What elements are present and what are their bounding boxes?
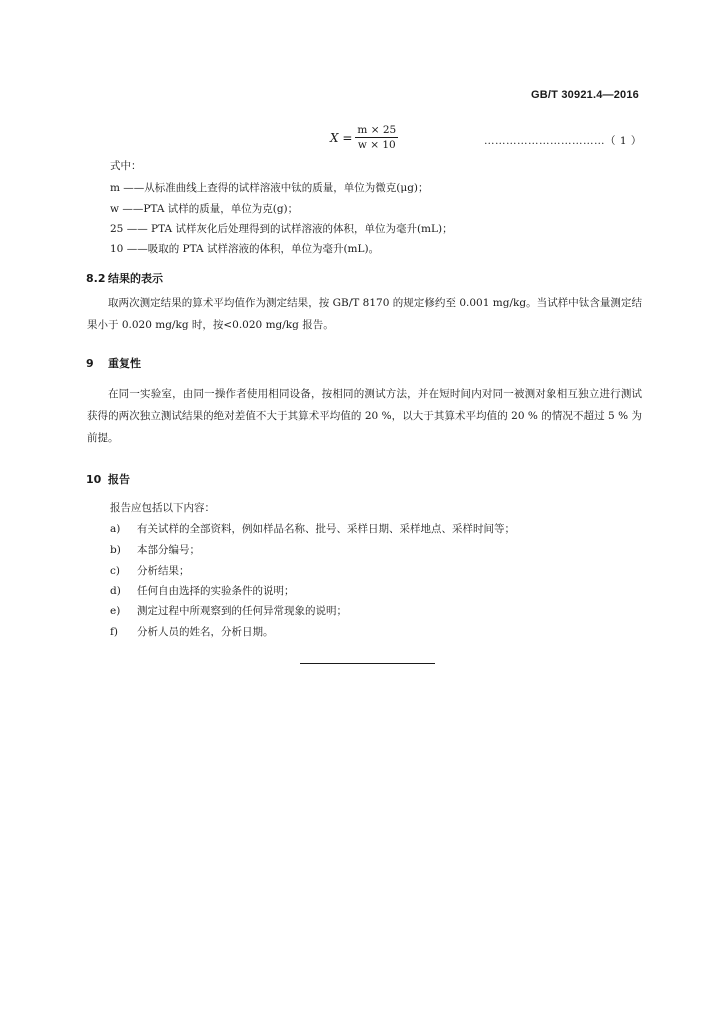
section-heading-10: 10 报告 <box>86 473 130 486</box>
section-heading-8-2: 8.2 结果的表示 <box>86 272 163 285</box>
definition-25: 25 —— PTA 试样灰化后处理得到的试样溶液的体积，单位为毫升(mL)； <box>110 223 453 235</box>
definition-m: m ——从标准曲线上查得的试样溶液中钛的质量，单位为微克(μg)； <box>110 182 429 194</box>
formula-fraction <box>355 124 398 151</box>
formula-lhs: X = <box>330 130 353 145</box>
formula-numerator: m × 25 <box>357 124 397 136</box>
definition-10: 10 ——吸取的 PTA 试样溶液的体积，单位为毫升(mL)。 <box>110 243 380 255</box>
where-label: 式中： <box>110 160 142 172</box>
formula <box>330 124 398 151</box>
list-item: b) 本部分编号； <box>110 544 200 556</box>
equation-number: ……………………………（ 1 ） <box>484 135 642 147</box>
list-item: c) 分析结果； <box>110 565 190 577</box>
report-intro: 报告应包括以下内容： <box>110 502 215 514</box>
list-item: a) 有关试样的全部资料，例如样品名称、批号、采样日期、采样地点、采样时间等； <box>110 523 515 535</box>
list-item: f) 分析人员的姓名，分析日期。 <box>110 626 274 638</box>
section-8-2-paragraph: 取两次测定结果的算术平均值作为测定结果，按 GB/T 8170 的规定修约至 0.001 mg/kg。当试样中钛含量测定结果小于 0.020 mg/kg 时，按<0.020 mg/kg 报告。 <box>87 297 642 331</box>
list-item: d) 任何自由选择的实验条件的说明； <box>110 585 295 597</box>
end-rule <box>300 663 435 664</box>
formula-denominator: w × 10 <box>357 139 396 151</box>
standard-code: GB/T 30921.4—2016 <box>531 89 639 101</box>
list-item: e) 测定过程中所观察到的任何异常现象的说明； <box>110 605 347 617</box>
definition-w: w ——PTA 试样的质量，单位为克(g)； <box>110 203 299 215</box>
section-9-paragraph: 在同一实验室，由同一操作者使用相同设备，按相同的测试方法，并在短时间内对同一被测对象相互独立进行测试获得的两次独立测试结果的绝对差值不大于其算术平均值的 20 %，以大于其算术平均值的 20 % 的情况不超过 5 % 为前提。 <box>87 388 642 444</box>
section-heading-9: 9 重复性 <box>86 357 141 370</box>
